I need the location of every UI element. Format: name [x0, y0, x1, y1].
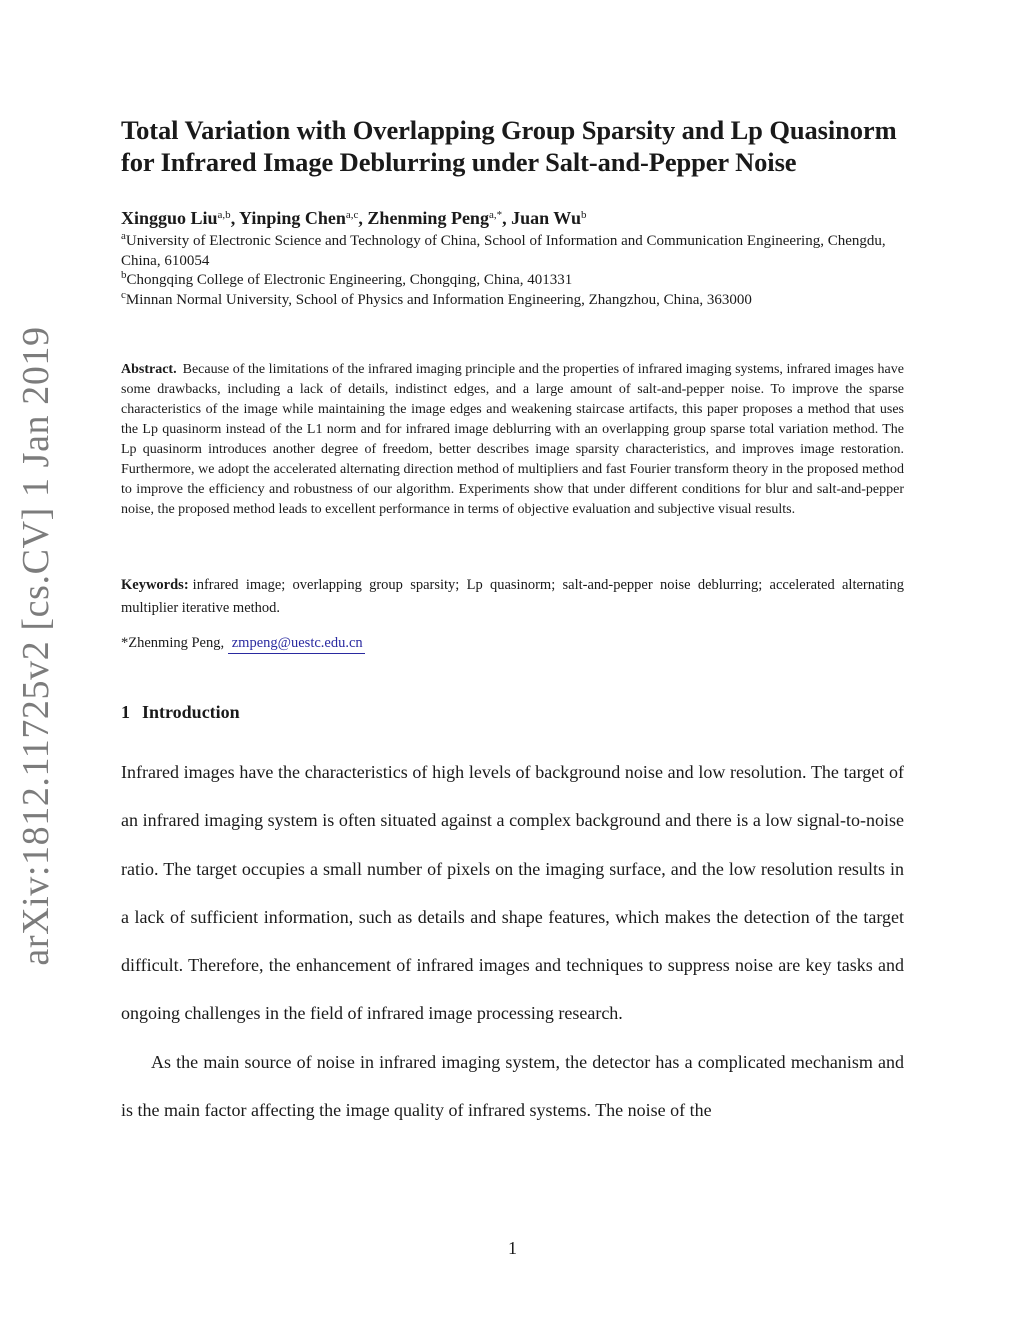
author-affiliation-mark: a,*	[488, 209, 503, 221]
affiliation-item	[121, 288, 904, 311]
keywords-text: infrared image; overlapping group sparsity; Lp quasinorm; salt-and-pepper noise deblurring; accelerated alternating multiplier iterative method.	[121, 577, 904, 616]
section-heading	[121, 700, 240, 724]
keywords	[121, 574, 904, 620]
paper-title	[121, 114, 904, 178]
author-name: Xingguo Liu	[121, 208, 218, 228]
affiliation-mark: b	[121, 269, 127, 281]
affiliation-item	[121, 232, 904, 271]
paragraph: As the main source of noise in infrared imaging system, the detector has a complicated mechanism and is the main factor affecting the image quality of infrared systems. The noise of the	[121, 1051, 904, 1121]
affiliation-item	[121, 271, 904, 291]
email-link[interactable]: zmpeng@uestc.edu.cn	[228, 634, 365, 654]
abstract	[121, 360, 904, 520]
keywords-label: Keywords:	[121, 577, 189, 593]
affiliation-mark: a	[121, 230, 126, 242]
author-name: Juan Wu	[511, 208, 581, 228]
affiliation-mark: c	[121, 288, 126, 301]
paragraph: Infrared images have the characteristics of high levels of background noise and low resolution. The target of an infrared imaging system is often situated against a complex background and there is a low signal-to-noise ratio. The target occupies a small number of pixels on the imaging surface, and the low resolution results in a lack of sufficient information, such as details and shape features, which makes the detection of the target difficult. Therefore, the enhancement of infrared images and techniques to suppress noise are key tasks and ongoing challenges in the field of infrared image processing research.	[121, 762, 904, 1024]
author-affiliation-mark: a,b	[217, 209, 231, 221]
affiliation-text: University of Electronic Science and Technology of China, School of Information and Communication Engineering, Chengdu, China, 610054	[121, 233, 886, 269]
corresponding-author-name: *Zhenming Peng,	[121, 635, 225, 651]
title-line-1: Total Variation with Overlapping Group Sparsity and Lp Quasinorm	[121, 115, 897, 145]
affiliation-list	[121, 232, 904, 310]
corresponding-author	[121, 632, 365, 654]
author-name: Yinping Chen	[239, 208, 346, 228]
section-number: 1	[121, 702, 130, 722]
arxiv-stamp: arXiv:1812.11725v2 [cs.CV] 1 Jan 2019	[15, 326, 57, 966]
abstract-label: Abstract.	[121, 362, 177, 377]
paper-page	[121, 0, 904, 1325]
body-text	[121, 748, 904, 1134]
affiliation-text: Minnan Normal University, School of Physics and Information Engineering, Zhangzhou, China, 363000	[125, 291, 752, 308]
abstract-text: Because of the limitations of the infrared imaging principle and the properties of infrared imaging systems, infrared images have some drawbacks, including a lack of details, indistinct edges, and a large amount of salt-and-pepper noise. To improve the sparse characteristics of the image while maintaining the image edges and weakening staircase artifacts, this paper proposes a method that uses the Lp quasinorm instead of the L1 norm and for infrared image deblurring with an overlapping group sparse total variation method. The Lp quasinorm introduces another degree of freedom, better describes image sparsity characteristics, and improves image restoration. Furthermore, we adopt the accelerated alternating direction method of multipliers and fast Fourier transform theory in the proposed method to improve the efficiency and robustness of our algorithm. Experiments show that under different conditions for blur and salt-and-pepper noise, the proposed method leads to excellent performance in terms of objective evaluation and subjective visual results.	[121, 362, 904, 517]
affiliation-text: Chongqing College of Electronic Engineering, Chongqing, China, 401331	[126, 272, 573, 288]
page-number: 1	[508, 1238, 517, 1258]
author-affiliation-mark: a,c	[345, 209, 359, 221]
title-line-2: for Infrared Image Deblurring under Salt-and-Pepper Noise	[121, 147, 797, 177]
author-name: Zhenming Peng	[367, 208, 489, 228]
section-title: Introduction	[142, 702, 240, 722]
author-list: Xingguo Liu$^{a,b}$, Yinping Chen$^{a,c}$, Zhenming Peng$^{a,*}$, Juan Wu$^b$	[121, 208, 587, 228]
author-affiliation-mark: b	[580, 209, 587, 221]
